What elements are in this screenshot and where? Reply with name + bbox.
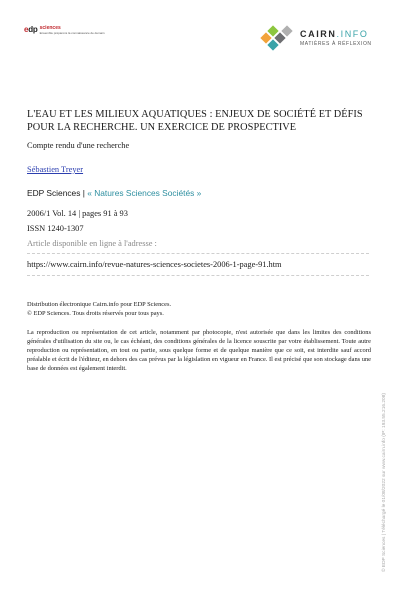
author-link[interactable]: Sébastien Treyer — [27, 165, 84, 174]
distribution-text: Distribution électronique Cairn.info pour EDP Sciences. — [27, 301, 172, 308]
divider-top — [27, 253, 369, 254]
cairn-name: CAIRN — [300, 29, 337, 39]
article-url[interactable]: https://www.cairn.info/revue-natures-sciences-societes-2006-1-page-91.htm — [27, 260, 282, 269]
cairn-diamonds-icon — [258, 24, 294, 52]
download-watermark: © EDP Sciences | Téléchargé le 01/08/2022 sur www.cairn.info (IP: 193.55.216.208) — [382, 393, 387, 572]
edp-sciences-logo — [24, 26, 105, 35]
edp-logo-line2: Ensemble préparons la connaissance de demain — [39, 31, 105, 35]
publisher-separator: | — [80, 188, 88, 198]
distribution-notice — [27, 300, 171, 318]
publisher-name: EDP Sciences — [27, 188, 81, 198]
available-online-label: Article disponible en ligne à l'adresse : — [27, 239, 157, 248]
cairn-logo[interactable] — [258, 24, 372, 52]
edp-logo-line1: sciences — [39, 25, 61, 31]
legal-notice: La reproduction ou représentation de cet article, notamment par photocopie, n'est autorisée que dans les limites des conditions générales d'utilisation du site ou, le cas échéant, des conditions générales de la licence souscrite par votre établissement. Toute autre reproduction ou représentation, en tout ou partie, sous quelque forme et de quelque manière que ce soit, est interdite sauf accord préalable et écrit de l'éditeur, en dehors des cas prévus par la législation en vigueur en France. Il est précisé que son stockage dans une base de données est également interdit. — [27, 329, 371, 372]
issue-info: 2006/1 Vol. 14 | pages 91 à 93 — [27, 209, 128, 218]
divider-bottom — [27, 275, 369, 276]
cairn-tagline: MATIÈRES À RÉFLEXION — [300, 41, 372, 47]
copyright-text: © EDP Sciences. Tous droits réservés pour tous pays. — [27, 310, 164, 317]
journal-link[interactable]: « Natures Sciences Sociétés » — [87, 188, 202, 198]
issn: ISSN 1240-1307 — [27, 224, 84, 233]
cairn-suffix: .INFO — [336, 29, 369, 39]
publisher-line — [27, 188, 201, 198]
edp-logo-mark: edp — [24, 25, 38, 34]
edp-logo-text — [40, 25, 105, 35]
cairn-logo-text — [300, 29, 372, 47]
article-subtitle: Compte rendu d'une recherche — [27, 141, 130, 150]
article-title: L'EAU ET LES MILIEUX AQUATIQUES : ENJEUX DE SOCIÉTÉ ET DÉFIS POUR LA RECHERCHE. UN EXERCICE DE PROSPECTIVE — [27, 109, 363, 133]
